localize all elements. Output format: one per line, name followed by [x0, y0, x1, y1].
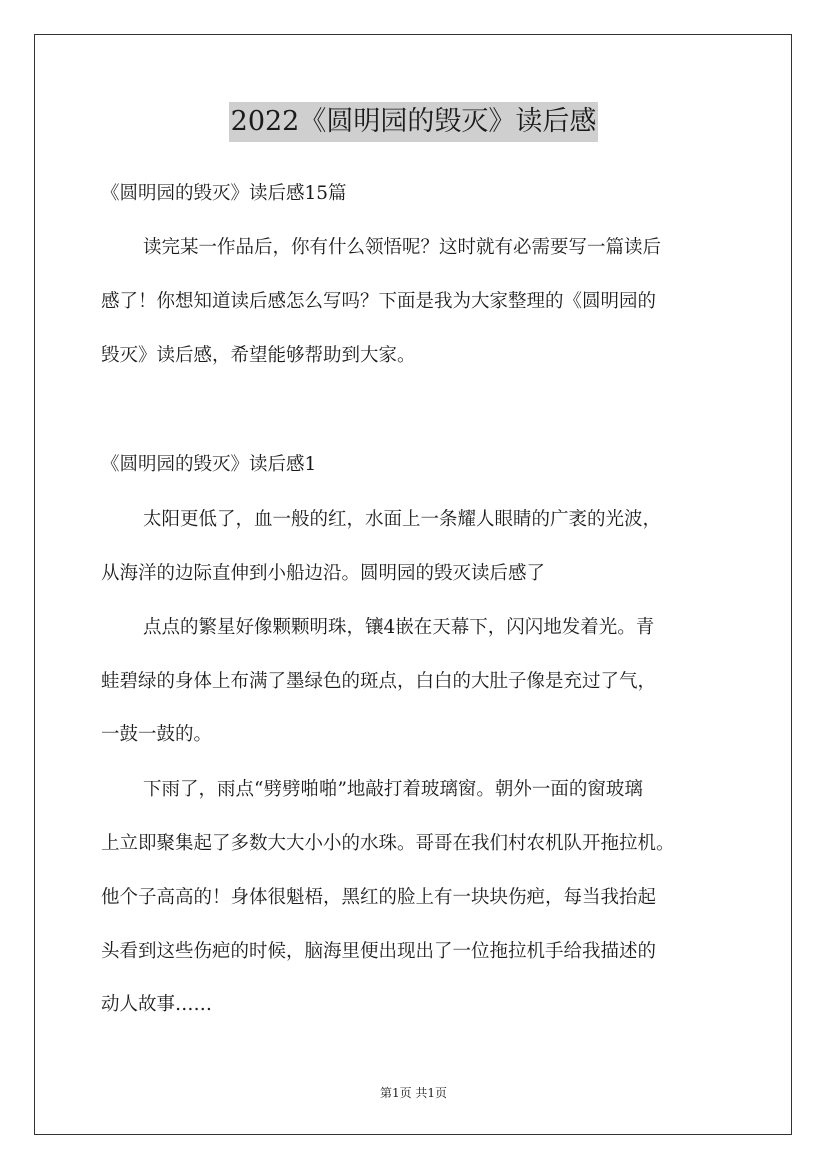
- document-title-wrap: [0, 102, 827, 142]
- paragraph-line: 头看到这些伤疤的时候，脑海里便出现出了一位拖拉机手给我描述的: [101, 941, 657, 962]
- paragraph-line: 一鼓一鼓的。: [101, 724, 213, 745]
- intro-line: 读完某一作品后，你有什么领悟呢？这时就有必需要写一篇读后: [143, 237, 662, 258]
- document-title: 2022《圆明园的毁灭》读后感: [229, 102, 599, 142]
- paragraph-line: 动人故事……: [101, 994, 213, 1015]
- paragraph-line: 下雨了，雨点“劈劈啪啪”地敲打着玻璃窗。朝外一面的窗玻璃: [143, 779, 643, 800]
- subtitle: 《圆明园的毁灭》读后感15篇: [101, 183, 347, 204]
- section-heading: 《圆明园的毁灭》读后感1: [101, 454, 317, 475]
- paragraph-line: 从海洋的边际直伸到小船边沿。圆明园的毁灭读后感了: [101, 563, 546, 584]
- paragraph-line: 他个子高高的！身体很魁梧，黑红的脸上有一块块伤疤，每当我抬起: [101, 887, 657, 908]
- intro-line: 毁灭》读后感，希望能够帮助到大家。: [101, 345, 416, 366]
- paragraph-line: 点点的繁星好像颗颗明珠，镶4嵌在天幕下，闪闪地发着光。青: [143, 617, 655, 638]
- paragraph-line: 太阳更低了，血一般的红，水面上一条耀人眼睛的广袤的光波，: [143, 509, 662, 530]
- paragraph-line: 上立即聚集起了多数大大小小的水珠。哥哥在我们村农机队开拖拉机。: [101, 833, 675, 854]
- paragraph-line: 蛙碧绿的身体上布满了墨绿色的斑点，白白的大肚子像是充过了气，: [101, 671, 657, 692]
- page-footer: 第1页 共1页: [379, 1086, 448, 1100]
- intro-line: 感了！你想知道读后感怎么写吗？下面是我为大家整理的《圆明园的: [101, 291, 657, 312]
